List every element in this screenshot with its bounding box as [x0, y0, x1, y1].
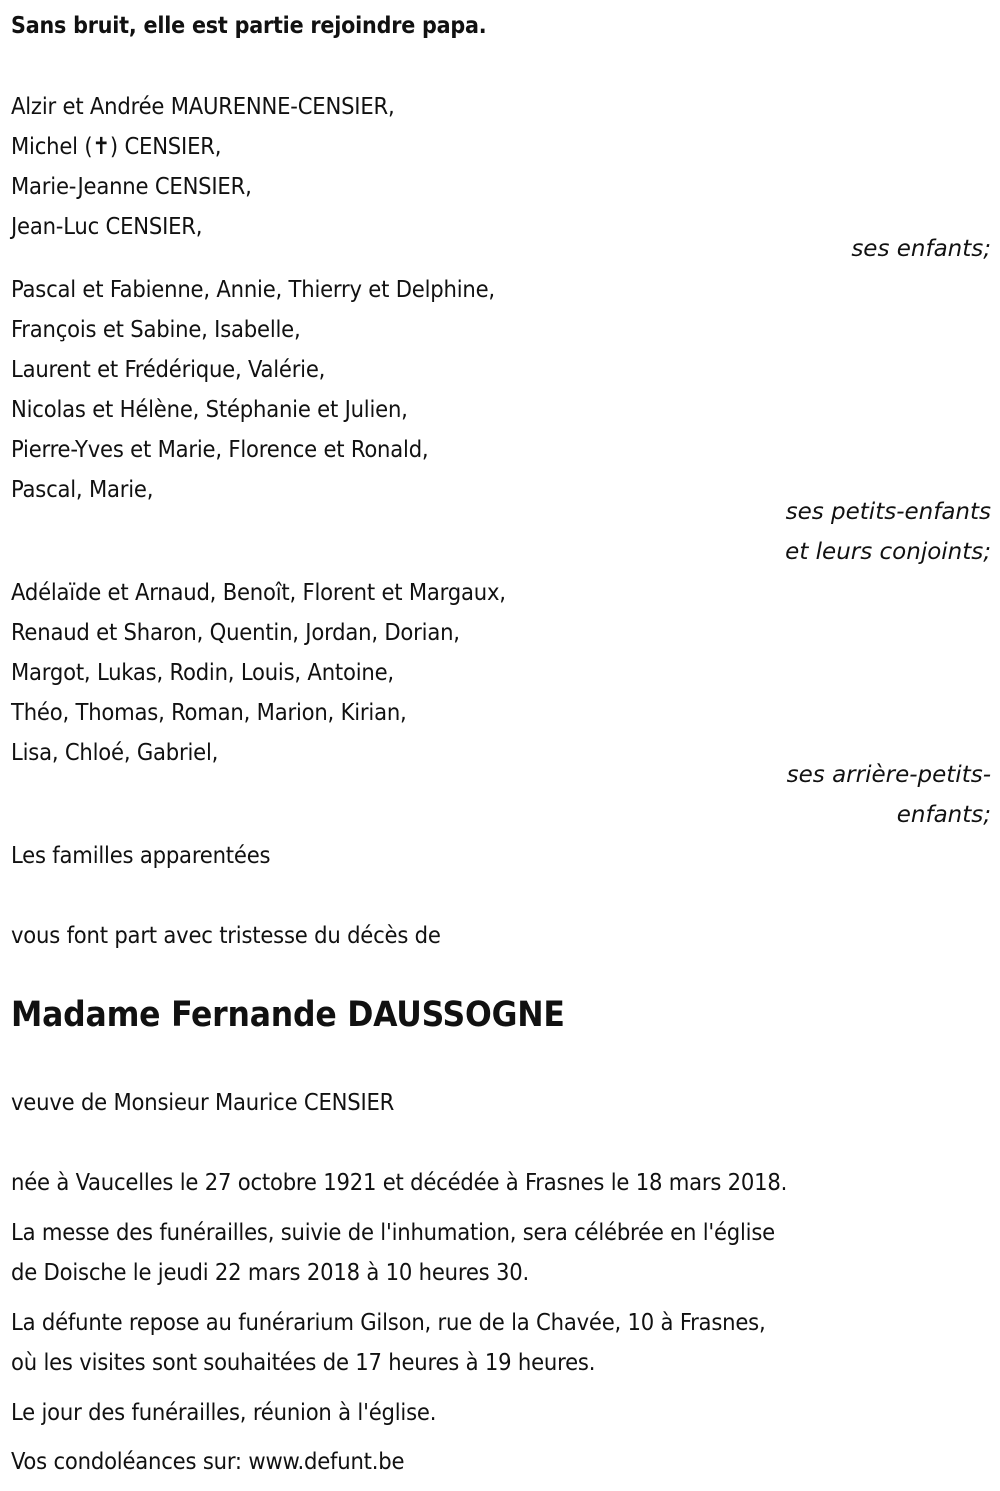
child-line: Michel (✝) CENSIER,	[11, 132, 222, 160]
announcement: vous font part avec tristesse du décès de	[11, 921, 441, 949]
grandchild-line: Nicolas et Hélène, Stéphanie et Julien,	[11, 395, 408, 423]
funeral-mass-details: de Doische le jeudi 22 mars 2018 à 10 heures 30.	[11, 1258, 530, 1286]
grandchild-line: Pascal et Fabienne, Annie, Thierry et Delphine,	[11, 275, 495, 303]
children-label: ses enfants;	[851, 236, 991, 262]
grandchildren-label: ses petits-enfants	[785, 499, 991, 525]
widow-of: veuve de Monsieur Maurice CENSIER	[11, 1088, 395, 1116]
birth-death-details: née à Vaucelles le 27 octobre 1921 et décédée à Frasnes le 18 mars 2018.	[11, 1168, 788, 1196]
grandchild-line: Pascal, Marie,	[11, 475, 154, 503]
great-grandchild-line: Adélaïde et Arnaud, Benoît, Florent et Margaux,	[11, 578, 506, 606]
grandchild-line: Pierre-Yves et Marie, Florence et Ronald,	[11, 435, 429, 463]
child-line: Marie-Jeanne CENSIER,	[11, 172, 252, 200]
great-grandchildren-label: ses arrière-petits-	[786, 762, 991, 788]
great-grandchildren-label: enfants;	[896, 802, 991, 828]
funeral-home-details: La défunte repose au funérarium Gilson, rue de la Chavée, 10 à Frasnes,	[11, 1308, 766, 1336]
child-line: Jean-Luc CENSIER,	[11, 212, 203, 240]
funeral-mass-details: La messe des funérailles, suivie de l'inhumation, sera célébrée en l'église	[11, 1218, 775, 1246]
visiting-hours: où les visites sont souhaitées de 17 heures à 19 heures.	[11, 1348, 596, 1376]
grandchild-line: Laurent et Frédérique, Valérie,	[11, 355, 326, 383]
related-families: Les familles apparentées	[11, 841, 271, 869]
condolences-link[interactable]: Vos condoléances sur: www.defunt.be	[11, 1447, 405, 1475]
meeting-note: Le jour des funérailles, réunion à l'église.	[11, 1398, 437, 1426]
deceased-name: Madame Fernande DAUSSOGNE	[11, 995, 565, 1035]
great-grandchild-line: Lisa, Chloé, Gabriel,	[11, 738, 219, 766]
intro-heading: Sans bruit, elle est partie rejoindre papa.	[11, 13, 487, 39]
grandchild-line: François et Sabine, Isabelle,	[11, 315, 301, 343]
child-line: Alzir et Andrée MAURENNE-CENSIER,	[11, 92, 395, 120]
great-grandchild-line: Margot, Lukas, Rodin, Louis, Antoine,	[11, 658, 394, 686]
grandchildren-label: et leurs conjoints;	[785, 539, 991, 565]
great-grandchild-line: Renaud et Sharon, Quentin, Jordan, Dorian,	[11, 618, 460, 646]
great-grandchild-line: Théo, Thomas, Roman, Marion, Kirian,	[11, 698, 407, 726]
